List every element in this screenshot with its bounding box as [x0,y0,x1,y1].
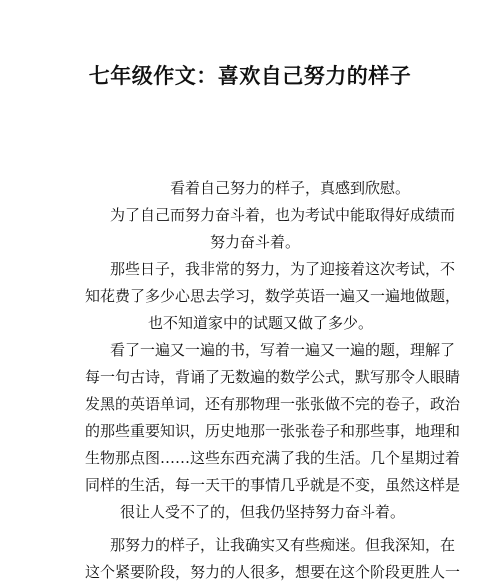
text-line: 那些日子，我非常的努力，为了迎接着这次考试，不 [110,260,456,278]
text-line: 生物那点图……这些东西充满了我的生活。几个星期过着 [85,449,461,467]
text-line: 也不知道家中的试题又做了多少。 [148,314,374,332]
text-line: 同样的生活，每一天干的事情几乎就是不变，虽然这样是 [85,476,461,494]
text-line: 很让人受不了的，但我仍坚持努力奋斗着。 [120,503,406,521]
text-line: 看了一遍又一遍的书，写着一遍又一遍的题，理解了 [110,341,456,359]
text-line: 每一句古诗，背诵了无数遍的数学公式，默写那令人眼睛 [85,368,461,386]
document-title: 七年级作文：喜欢自己努力的样子 [88,63,412,88]
text-line: 那努力的样子，让我确实又有些痴迷。但我深知，在 [110,536,456,554]
text-line: 看着自己努力的样子，真感到欣慰。 [170,179,411,197]
text-line: 发黑的英语单词，还有那物理一张张做不完的卷子，政治 [85,395,461,413]
text-line: 努力奋斗着。 [210,233,301,251]
text-line: 这个紧要阶段，努力的人很多，想要在这个阶段更胜人一 [85,563,461,581]
text-line: 知花费了多少心思去学习，数学英语一遍又一遍地做题， [85,287,461,305]
text-line: 的那些重要知识，历史地那一张张卷子和那些事，地理和 [85,422,461,440]
text-line: 为了自己而努力奋斗着，也为考试中能取得好成绩而 [110,206,456,224]
